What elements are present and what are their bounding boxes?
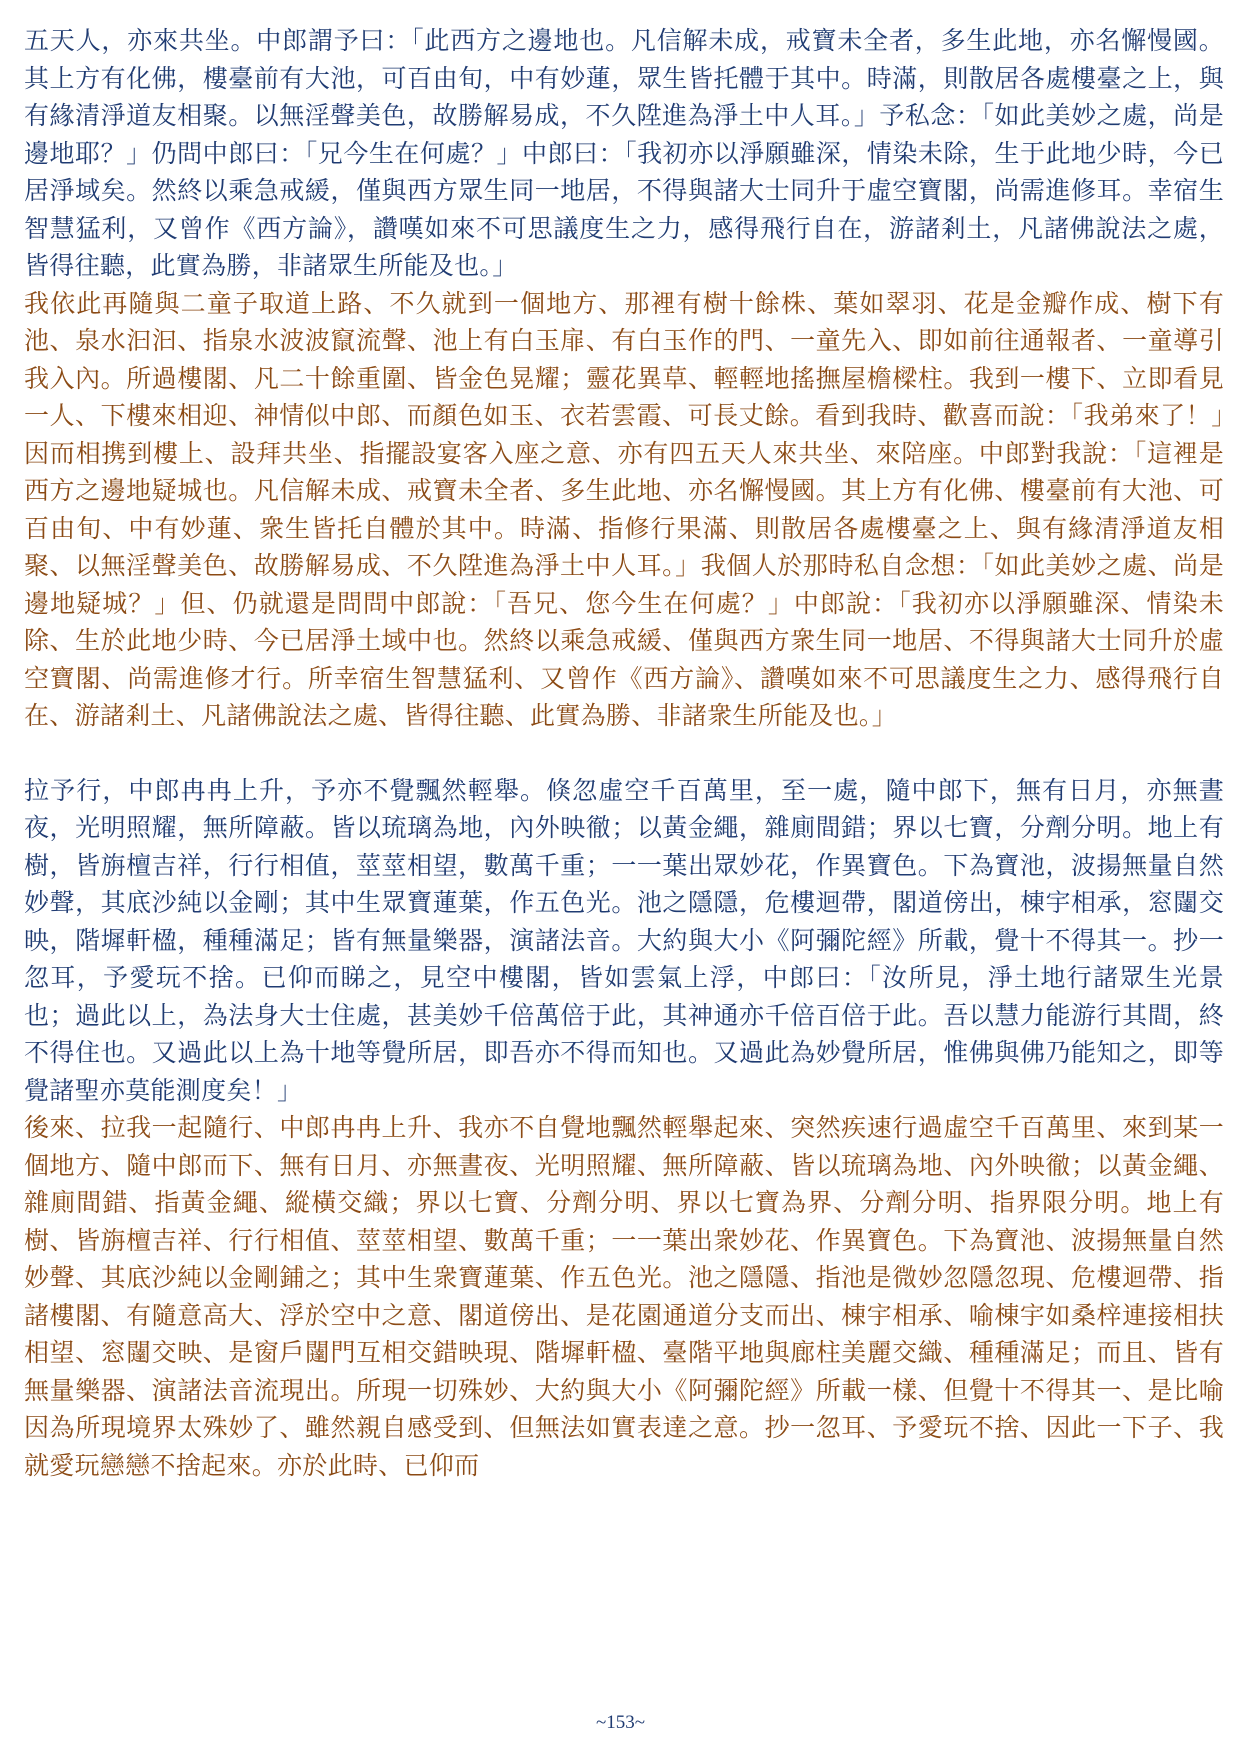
page-number: ~153~ [595,1712,646,1733]
classical-paragraph-2: 拉予行，中郎冉冉上升，予亦不覺飄然輕舉。倏忽虛空千百萬里，至一處，隨中郎下，無有日月，亦無晝夜，光明照耀，無所障蔽。皆以琉璃為地，內外映徹；以黃金繩，雜廁間錯；界以七寶，分劑分明。地上有樹，皆旃檀吉祥，行行相值，莖莖相望，數萬千重；一一葉出眾妙花，作異寶色。下為寶池，波揚無量自然妙聲，其底沙純以金剛；其中生眾寶蓮葉，作五色光。池之隱隱，危樓迴帶，閣道傍出，棟宇相承，窓闥交映，階墀軒楹，種種滿足；皆有無量樂器，演諸法音。大約與大小《阿彌陀經》所載，覺十不得其一。抄一忽耳，予愛玩不捨。已仰而睇之，見空中樓閣，皆如雲氣上浮，中郎曰：「汝所見，淨土地行諸眾生光景也；過此以上，為法身大士住處，甚美妙千倍萬倍于此，其神通亦千倍百倍于此。吾以慧力能游行其間，終不得住也。又過此以上為十地等覺所居，即吾亦不得而知也。又過此為妙覺所居，惟佛與佛乃能知之，即等覺諸聖亦莫能測度矣！」 [24,775,1224,1105]
classical-paragraph-1: 五天人，亦來共坐。中郎謂予曰：「此西方之邊地也。凡信解未成，戒寶未全者，多生此地，亦名懈慢國。其上方有化佛，樓臺前有大池，可百由旬，中有妙蓮，眾生皆托體于其中。時滿，則散居各處樓臺之上，與有緣清淨道友相聚。以無淫聲美色，故勝解易成，不久陞進為淨土中人耳。」予私念：「如此美妙之處，尚是邊地耶？」仍問中郎曰：「兄今生在何處？」中郎曰：「我初亦以淨願雖深，情染未除，生于此地少時，今已居淨域矣。然終以乘急戒緩，僅與西方眾生同一地居，不得與諸大士同升于虛空寶閣，尚需進修耳。幸宿生智慧猛利，又曾作《西方論》，讚嘆如來不可思議度生之力，感得飛行自在，游諸剎土，凡諸佛說法之處，皆得往聽，此實為勝，非諸眾生所能及也。」 [24,26,1224,280]
paragraph-gap [24,735,1224,772]
vernacular-paragraph-2: 後來、拉我一起隨行、中郎冉冉上升、我亦不自覺地飄然輕舉起來、突然疾速行過虛空千百萬里、來到某一個地方、隨中郎而下、無有日月、亦無晝夜、光明照耀、無所障蔽、皆以琉璃為地、內外映徹；以黃金繩、雜廁間錯、指黃金繩、縱橫交織；界以七寶、分劑分明、界以七寶為界、分劑分明、指界限分明。地上有樹、皆旃檀吉祥、行行相值、莖莖相望、數萬千重；一一葉出衆妙花、作異寶色。下為寶池、波揚無量自然妙聲、其底沙純以金剛鋪之；其中生衆寶蓮葉、作五色光。池之隱隱、指池是微妙忽隱忽現、危樓迴帶、指諸樓閣、有隨意高大、浮於空中之意、閣道傍出、是花園通道分支而出、棟宇相承、喻棟宇如桑梓連接相扶相望、窓闥交映、是窗戶闥門互相交錯映現、階墀軒楹、臺階平地與廊柱美麗交織、種種滿足；而且、皆有無量樂器、演諸法音流現出。所現一切殊妙、大約與大小《阿彌陀經》所載一樣、但覺十不得其一、是比喻因為所現境界太殊妙了、雖然親自感受到、但無法如實表達之意。抄一忽耳、予愛玩不捨、因此一下子、我就愛玩戀戀不捨起來。亦於此時、已仰而 [24,1113,1224,1480]
vernacular-paragraph-1: 我依此再隨與二童子取道上路、不久就到一個地方、那裡有樹十餘株、葉如翠羽、花是金瓣作成、樹下有池、泉水汩汩、指泉水波波竄流聲、池上有白玉扉、有白玉作的門、一童先入、即如前往通報者、一童導引我入內。所過樓閣、凡二十餘重圍、皆金色晃耀；靈花異草、輕輕地搖撫屋檐樑柱。我到一樓下、立即看見一人、下樓來相迎、神情似中郎、而顏色如玉、衣若雲霞、可長丈餘。看到我時、歡喜而說：「我弟來了！」因而相携到樓上、設拜共坐、指擺設宴客入座之意、亦有四五天人來共坐、來陪座。中郎對我說：「這裡是西方之邊地疑城也。凡信解未成、戒寶未全者、多生此地、亦名懈慢國。其上方有化佛、樓臺前有大池、可百由旬、中有妙蓮、衆生皆托自體於其中。時滿、指修行果滿、則散居各處樓臺之上、與有緣清淨道友相聚、以無淫聲美色、故勝解易成、不久陞進為淨土中人耳。」我個人於那時私自念想：「如此美妙之處、尚是邊地疑城？」但、仍就還是問問中郎說：「吾兄、您今生在何處？」中郎說：「我初亦以淨願雖深、情染未除、生於此地少時、今已居淨土域中也。然終以乘急戒緩、僅與西方衆生同一地居、不得與諸大士同升於虛空寶閣、尚需進修才行。所幸宿生智慧猛利、又曾作《西方論》、讚嘆如來不可思議度生之力、感得飛行自在、游諸剎土、凡諸佛說法之處、皆得往聽、此實為勝、非諸衆生所能及也。」 [24,288,1224,730]
document-body [24,22,1224,1484]
